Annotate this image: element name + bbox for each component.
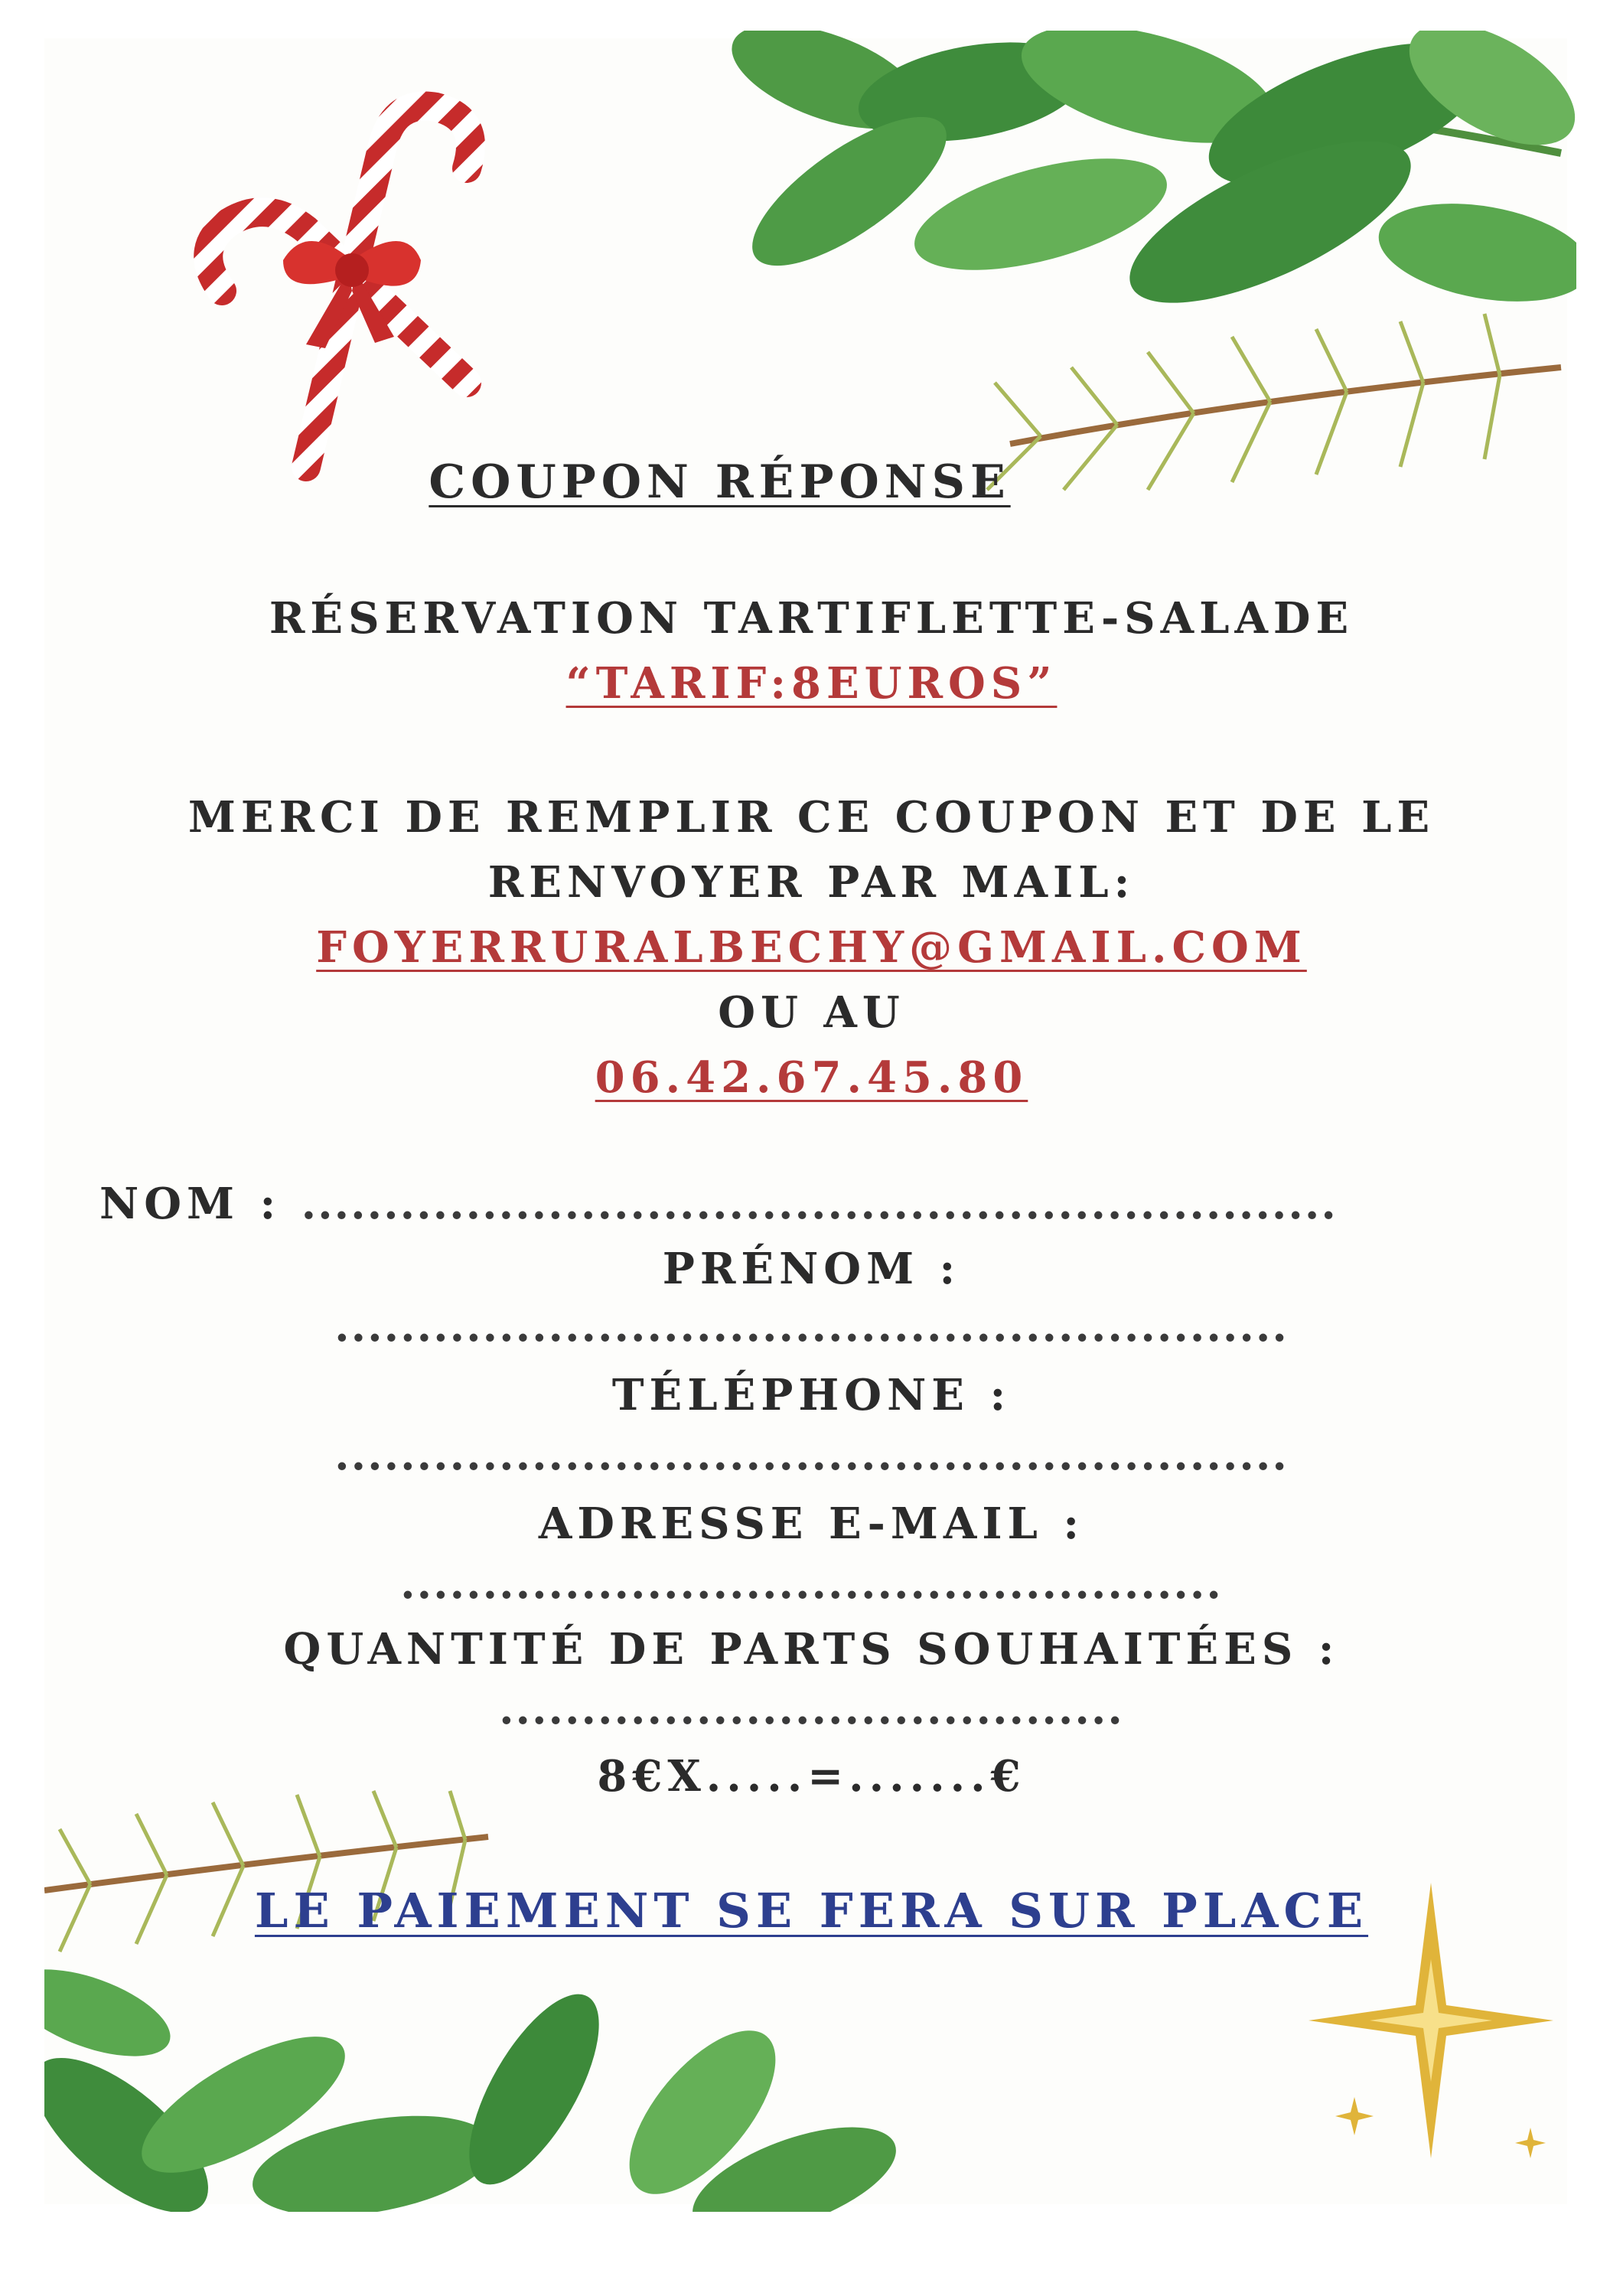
- prenom-input-line[interactable]: ..........................................................: [334, 1301, 1289, 1352]
- nom-label: NOM :: [99, 1179, 282, 1229]
- contact-email-link[interactable]: FOYERRURALBECHY@GMAIL.COM: [316, 922, 1307, 973]
- email-input-line[interactable]: ..................................................: [400, 1558, 1223, 1609]
- email-label: ADRESSE E-MAIL :: [538, 1499, 1085, 1549]
- quantity-input-line[interactable]: ......................................: [499, 1684, 1124, 1734]
- telephone-label: TÉLÉPHONE :: [611, 1370, 1012, 1420]
- prenom-label: PRÉNOM :: [662, 1244, 961, 1294]
- payment-note: LE PAIEMENT SE FERA SUR PLACE: [254, 1883, 1369, 1939]
- coupon-title: COUPON RÉPONSE: [429, 455, 1011, 509]
- contact-phone-link[interactable]: 06.42.67.45.80: [595, 1052, 1028, 1103]
- price-calculation[interactable]: 8€X.....=.......€: [597, 1751, 1026, 1802]
- instructions-line-2: RENVOYER PAR MAIL:: [487, 857, 1136, 908]
- telephone-input-line[interactable]: ..........................................................: [334, 1430, 1289, 1480]
- nom-field-row: [99, 1179, 1553, 1229]
- instructions-line-1: MERCI DE REMPLIR CE COUPON ET DE LE: [187, 792, 1436, 843]
- nom-input-line[interactable]: ...............................................................: [301, 1179, 1338, 1229]
- candy-canes-illustration: [130, 84, 497, 482]
- quantity-label: QUANTITÉ DE PARTS SOUHAITÉES :: [283, 1624, 1340, 1675]
- tarif-label: “TARIF:8EUROS”: [565, 658, 1058, 709]
- reservation-subtitle: RÉSERVATION TARTIFLETTE-SALADE: [269, 593, 1354, 644]
- or-label: OU AU: [718, 987, 905, 1038]
